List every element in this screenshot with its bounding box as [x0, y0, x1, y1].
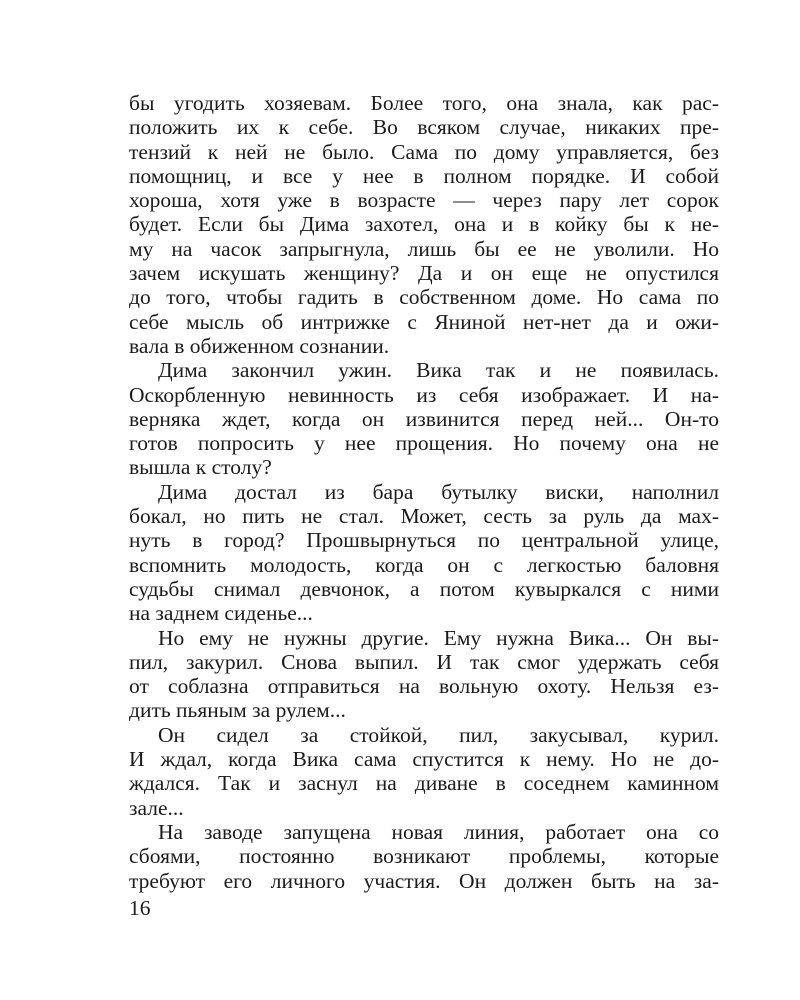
text-line: бокал, но пить не стал. Может, сесть за руль да мах-	[129, 504, 719, 529]
text-line: будет. Если бы Дима захотел, она и в койку бы к не-	[129, 212, 719, 237]
text-line: нуть в город? Прошвырнуться по центральной улице,	[129, 528, 719, 553]
page-number: 16	[129, 896, 151, 920]
text-line: помощниц, и все у нее в полном порядке. И собой	[129, 163, 719, 188]
paragraph	[129, 723, 719, 820]
text-line: пил, закурил. Снова выпил. И так смог удержать себя	[129, 649, 719, 674]
body-text	[129, 91, 719, 893]
text-line: Он сидел за стойкой, пил, закусывал, курил.	[158, 722, 719, 747]
text-line: вала в обиженном сознании.	[129, 333, 390, 358]
text-line: Оскорбленную невинность из себя изображает. И на-	[129, 382, 719, 407]
text-line: На заводе запущена новая линия, работает она со	[158, 819, 719, 844]
text-line: верняка ждет, когда он извинится перед ней... Он-то	[129, 406, 719, 431]
text-line: на заднем сиденье...	[129, 601, 313, 626]
text-line: хороша, хотя уже в возрасте — через пару лет сорок	[129, 188, 719, 213]
text-line: ждался. Так и заснул на диване в соседнем каминном	[129, 771, 719, 796]
text-line: сбоями, постоянно возникают проблемы, которые	[129, 844, 719, 869]
paragraph	[129, 91, 719, 358]
text-line: зачем искушать женщину? Да и он еще не опустился	[129, 261, 719, 286]
text-line: до того, чтобы гадить в собственном доме. Но сама по	[129, 285, 719, 310]
text-line: тензий к ней не было. Сама по дому управляется, без	[129, 139, 719, 164]
text-line: вышла к столу?	[129, 455, 272, 480]
text-line: Но ему не нужны другие. Ему нужна Вика... Он вы-	[158, 625, 719, 650]
text-line: бы угодить хозяевам. Более того, она знала, как рас-	[129, 91, 719, 115]
text-line: му на часок запрыгнула, лишь бы ее не уволили. Но	[129, 236, 719, 261]
text-line: Дима достал из бара бутылку виски, наполнил	[158, 479, 719, 504]
text-line: И ждал, когда Вика сама спустится к нему. Но не до-	[129, 747, 719, 772]
text-line: вспомнить молодость, когда он с легкостью баловня	[129, 552, 719, 577]
text-line: готов попросить у нее прощения. Но почему она не	[129, 431, 719, 456]
paragraph	[129, 820, 719, 893]
paragraph	[129, 626, 719, 723]
text-line: Дима закончил ужин. Вика так и не появилась.	[158, 358, 719, 383]
text-line: требуют его личного участия. Он должен быть на за-	[129, 868, 719, 893]
paragraph	[129, 358, 719, 479]
text-line: положить их к себе. Во всяком случае, никаких пре-	[129, 115, 719, 140]
text-line: зале...	[129, 795, 184, 820]
text-line: судьбы снимал девчонок, а потом кувыркался с ними	[129, 576, 719, 601]
paragraph	[129, 480, 719, 626]
text-line: дить пьяным за рулем...	[129, 698, 346, 723]
text-line: от соблазна отправиться на вольную охоту. Нельзя ез-	[129, 674, 719, 699]
text-line: себе мысль об интрижке с Яниной нет-нет да и ожи-	[129, 309, 719, 334]
